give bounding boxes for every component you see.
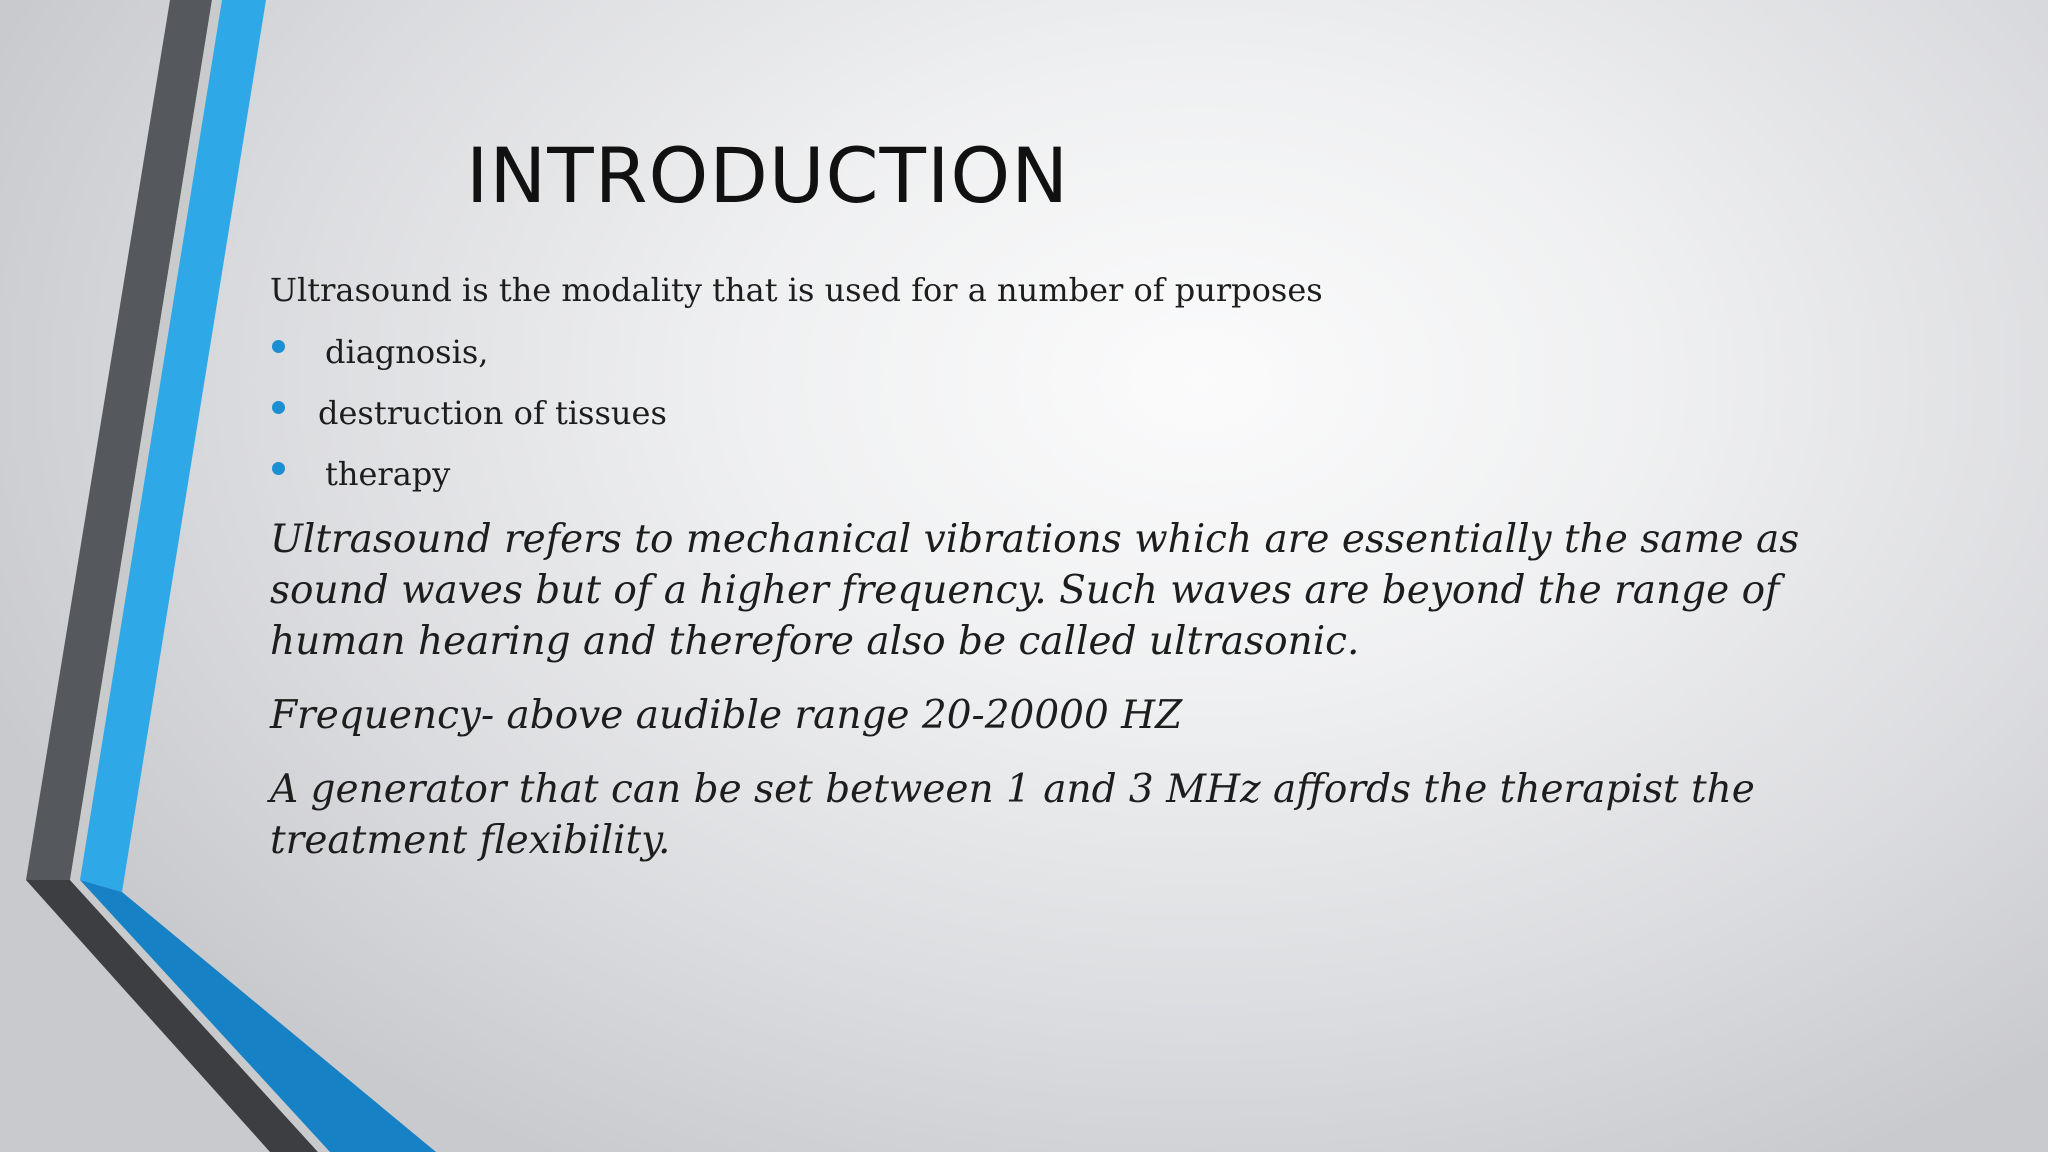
dark-diagonal-stripe — [26, 880, 318, 1152]
bullet-text: therapy — [325, 455, 451, 493]
ultrasound-definition-paragraph: Ultrasound refers to mechanical vibrations which are essentially the same as sound waves but of a higher frequency. Such waves are beyond the range of human hearing and therefore also be called ultrasonic. — [270, 517, 1800, 664]
light-separator-stripe — [70, 0, 222, 880]
generator-paragraph: A generator that can be set between 1 and 3 MHz affords the therapist the treatment flexibility. — [270, 767, 1755, 863]
light-diagonal-separator — [70, 880, 330, 1152]
frequency-paragraph: Frequency- above audible range 20-20000 HZ — [270, 693, 1183, 738]
intro-line: Ultrasound is the modality that is used for a number of purposes — [270, 271, 1323, 309]
bullet-dot-icon — [272, 462, 285, 475]
bullet-text: destruction of tissues — [318, 394, 667, 432]
slide-title: INTRODUCTION — [466, 131, 1070, 220]
bullet-dot-icon — [272, 340, 285, 353]
bullet-text: diagnosis, — [325, 333, 489, 371]
bullet-dot-icon — [272, 401, 285, 414]
